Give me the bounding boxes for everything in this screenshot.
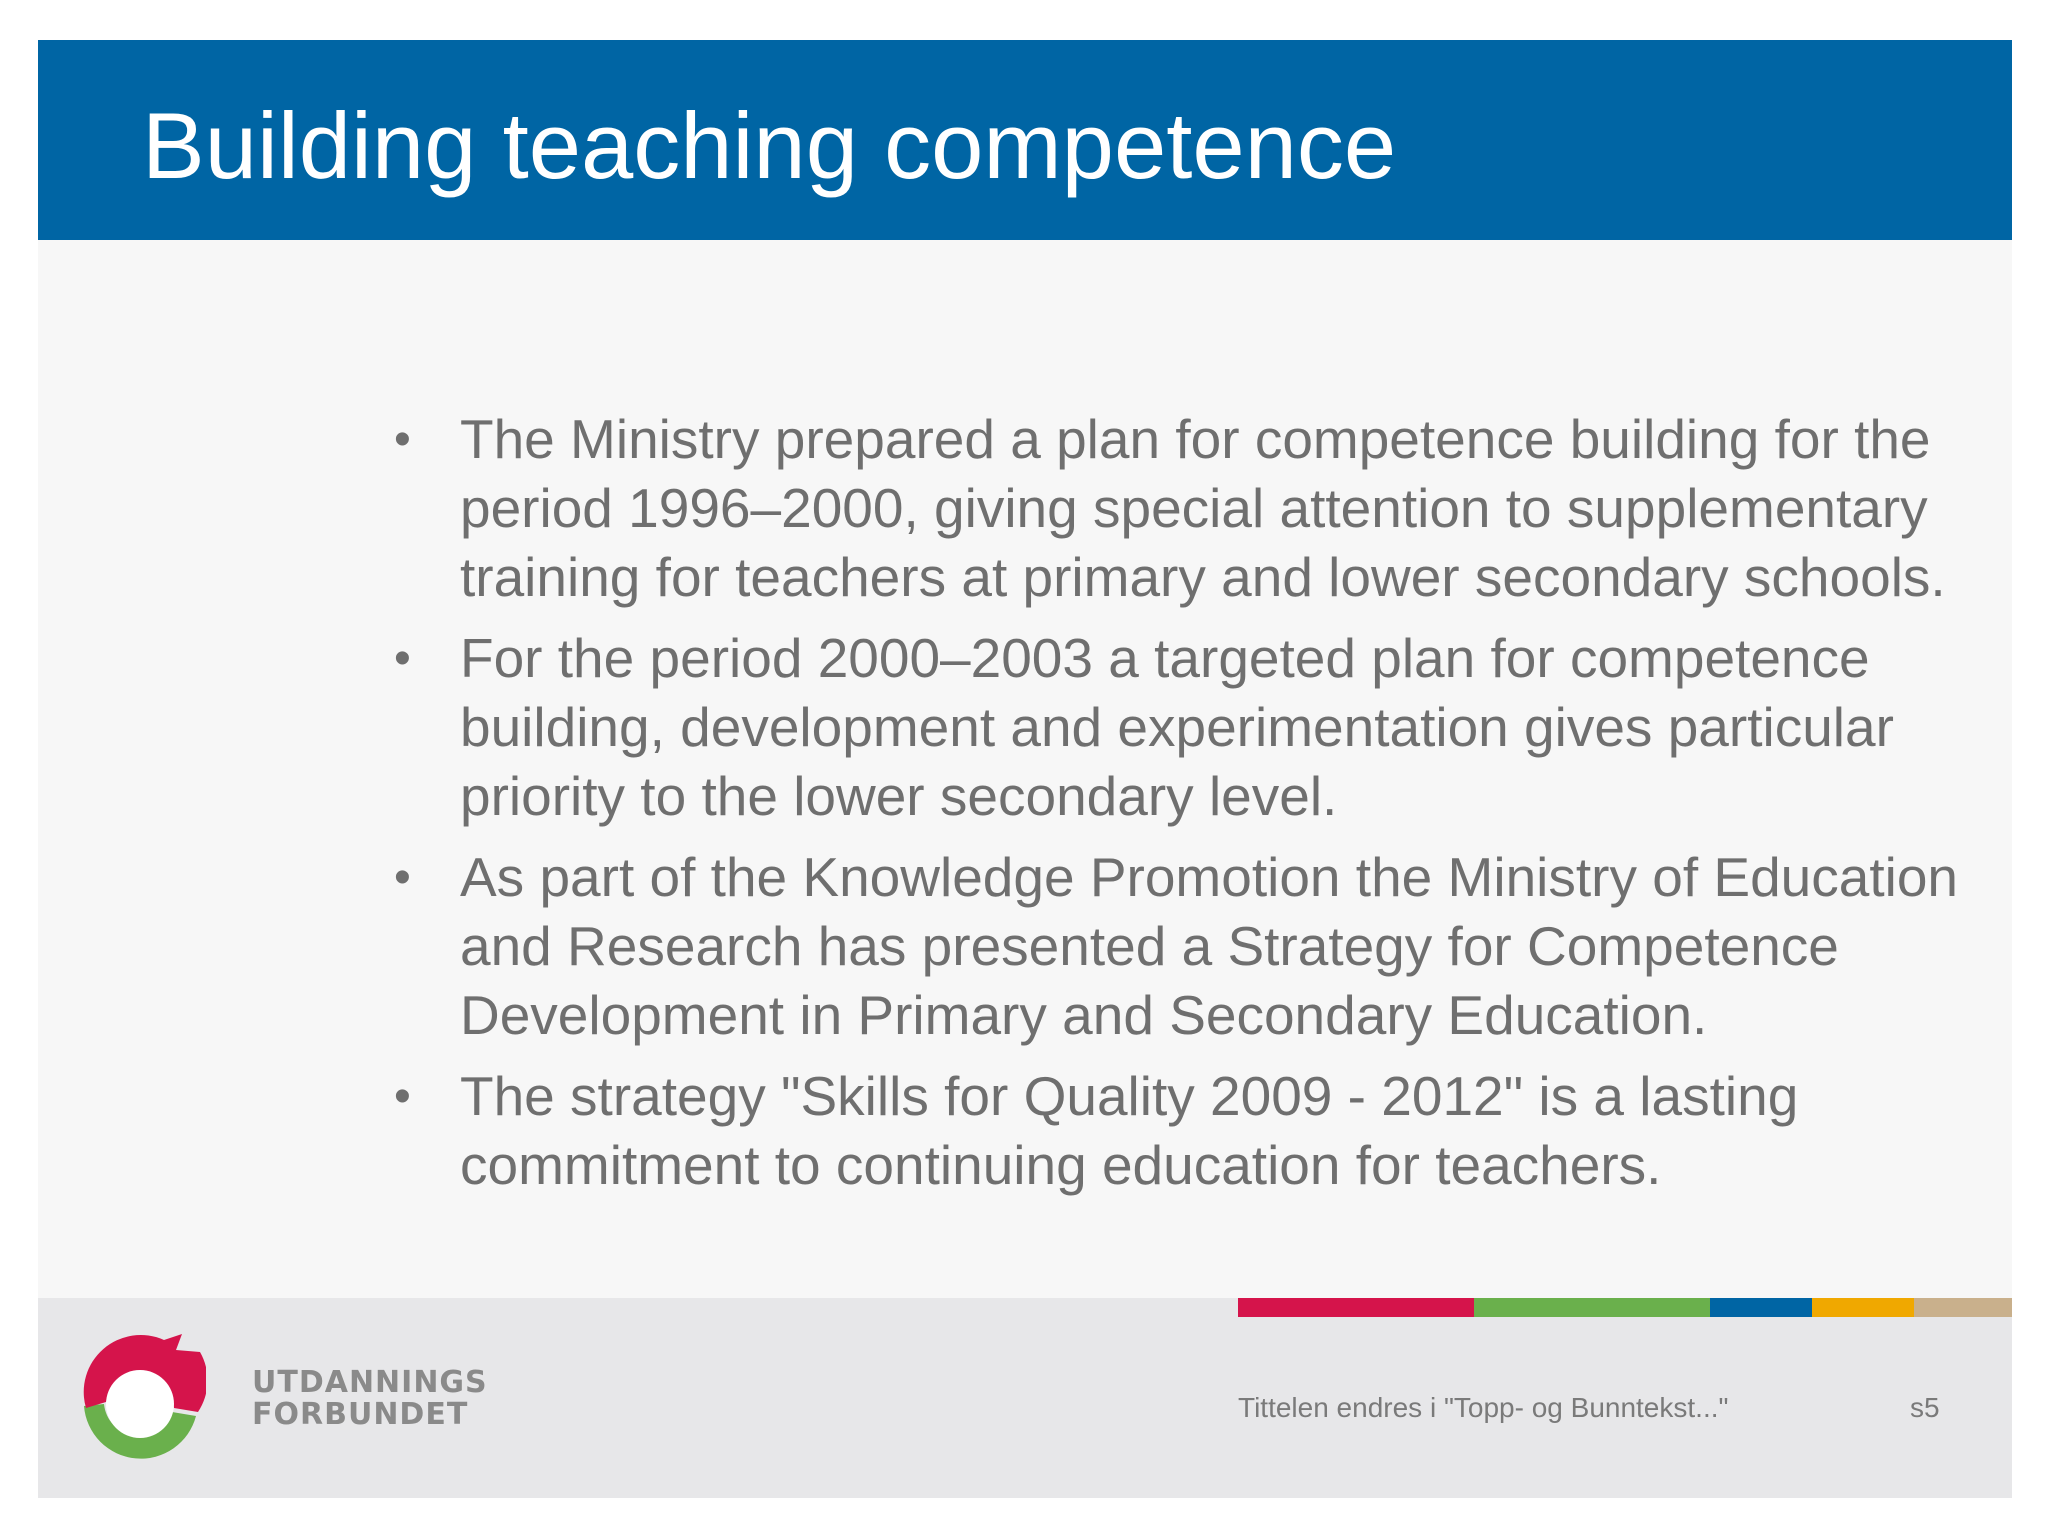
logo (76, 1328, 488, 1468)
stripe-segment-green (1474, 1298, 1710, 1317)
footer-title: Tittelen endres i "Topp- og Bunntekst..." (1238, 1392, 1729, 1423)
stripe-segment-orange (1812, 1298, 1914, 1317)
bullet-dot-icon: • (394, 1070, 411, 1123)
stripe-segment-tan (1914, 1298, 2012, 1317)
slide-title: Building teaching competence (142, 93, 1397, 198)
page-number: s5 (1910, 1392, 1940, 1423)
stripe-segment-blue (1710, 1298, 1812, 1317)
bullet-dot-icon: • (394, 632, 411, 685)
bullet-list (348, 405, 1988, 1212)
bullet-text: The strategy "Skills for Quality 2009 - 2012" is a lasting commitment to continuing education for teachers. (460, 1065, 1799, 1196)
logo-text-line2: FORBUNDET (252, 1397, 469, 1432)
bullet-text: The Ministry prepared a plan for competence building for the period 1996–2000, giving special attention to supplementary training for teachers at primary and lower secondary schools. (460, 408, 1946, 608)
slide (38, 40, 2012, 1498)
logo-text-line1: UTDANNINGS (252, 1365, 488, 1400)
title-bar (38, 40, 2012, 240)
bullet-text: For the period 2000–2003 a targeted plan for competence building, development and experimentation gives particular priority to the lower secondary level. (460, 627, 1894, 827)
bullet-text: As part of the Knowledge Promotion the Ministry of Education and Research has presented a Strategy for Competence Development in Primary and Secondary Education. (460, 846, 1959, 1046)
bullet-dot-icon: • (394, 413, 411, 466)
logo-ring-icon (76, 1328, 206, 1468)
bullet-dot-icon: • (394, 851, 411, 904)
bullet-item (348, 405, 1988, 612)
bullet-item (348, 624, 1988, 831)
stripe-segment-red (1238, 1298, 1474, 1317)
bullet-item (348, 843, 1988, 1050)
bullet-item (348, 1062, 1988, 1200)
